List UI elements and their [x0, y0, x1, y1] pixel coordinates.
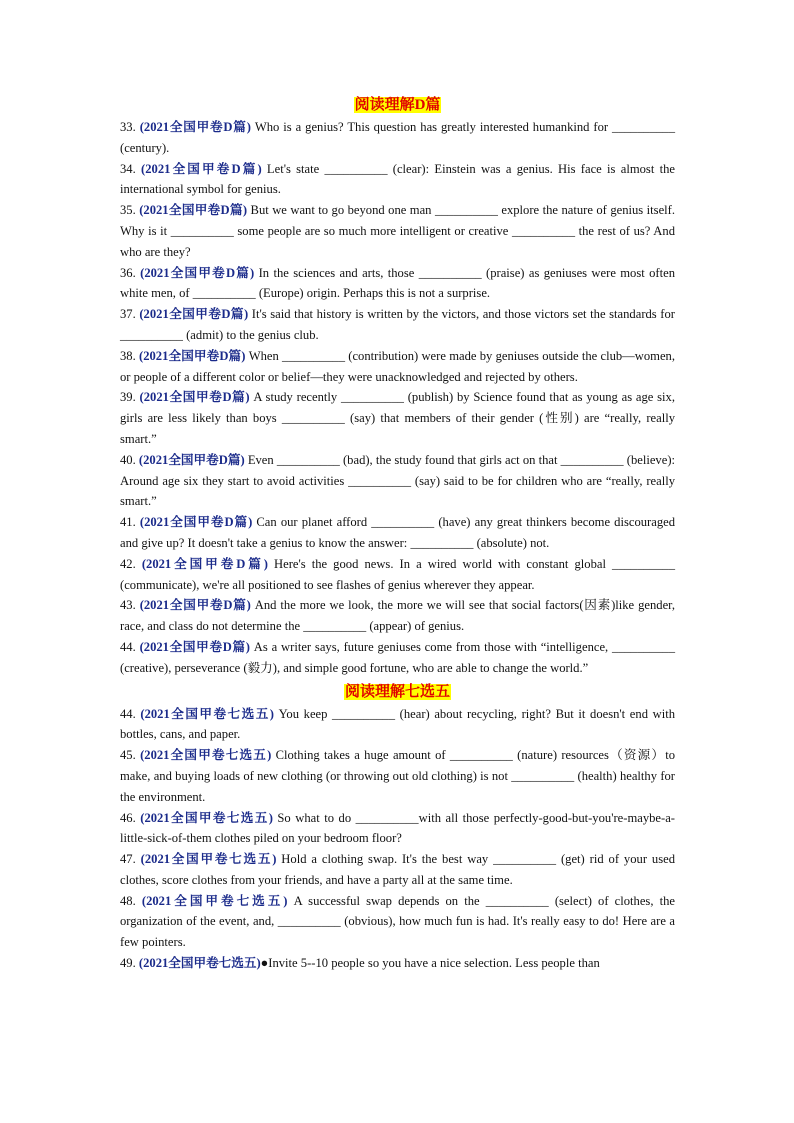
question-source: (2021全国甲卷D篇) [140, 265, 255, 280]
question-number: 44. [120, 706, 136, 721]
question-source: (2021全国甲卷D篇) [139, 639, 250, 654]
question-item [120, 595, 675, 637]
section-title-text: 阅读理解D篇 [354, 97, 441, 113]
question-text: Can our planet afford __________ (have) any great thinkers become discouraged and give up? It doesn't take a genius to know the answer: __________ (absolute) not. [120, 515, 676, 550]
question-text: So what to do __________with all those perfectly-good-but-you're-maybe-a-little-sick-of-them clothes piled on your bedroom floor? [120, 810, 675, 846]
question-item [120, 346, 675, 388]
question-item [120, 808, 675, 850]
question-number: 34. [120, 161, 136, 176]
question-item [120, 200, 675, 262]
question-item [120, 953, 675, 974]
question-number: 49. [120, 956, 136, 971]
question-source: (2021全国甲卷D篇) [139, 390, 250, 405]
question-source: (2021全国甲卷D篇) [141, 556, 268, 571]
question-source: (2021全国甲卷D篇) [138, 452, 245, 467]
question-number: 46. [120, 810, 136, 825]
question-number: 43. [120, 598, 136, 613]
question-number: 33. [120, 120, 136, 134]
question-item [120, 849, 675, 891]
question-text: And the more we look, the more we will see that social factors(因素)like gender, race, and class do not determine the __________ (appear) of genius. [120, 598, 675, 634]
question-source: (2021全国甲卷七选五) [140, 810, 273, 825]
question-source: (2021全国甲卷D篇) [139, 348, 246, 363]
question-text: You keep __________ (hear) about recycling, right? But it doesn't end with bottles, cans, and paper. [120, 706, 676, 742]
question-text: But we want to go beyond one man __________ explore the nature of genius itself. Why is it __________ some people are so much more intelligent or creative __________ the rest of us? And who are they? [120, 203, 676, 259]
question-text: In the sciences and arts, those __________ (praise) as geniuses were most often white men, of __________ (Europe) origin. Perhaps this is not a surprise. [120, 265, 675, 301]
question-text: A successful swap depends on the __________ (select) of clothes, the organization of the event, and, __________ (obvious), how much fun is had. It's really easy to do! Here are a few pointers. [120, 893, 675, 950]
question-source: (2021全国甲卷D篇) [139, 120, 251, 134]
question-number: 39. [120, 390, 136, 405]
question-item [120, 704, 675, 746]
question-number: 42. [120, 556, 136, 571]
question-item [120, 745, 675, 807]
question-number: 44. [120, 639, 136, 654]
question-item [120, 263, 675, 305]
question-number: 47. [120, 852, 136, 867]
question-number: 41. [120, 515, 136, 530]
question-item [120, 891, 675, 953]
question-item [120, 512, 675, 554]
question-item [120, 387, 675, 449]
question-source: (2021全国甲卷D篇) [139, 598, 251, 613]
question-text: Clothing takes a huge amount of __________ (nature) resources（资源）to make, and buying loads of new clothing (or throwing out old clothing) is not __________ (health) healthy for the environment. [120, 748, 675, 804]
question-number: 37. [120, 307, 136, 322]
question-source: (2021全国甲卷七选五) [140, 852, 277, 867]
question-source: (2021全国甲卷七选五) [140, 748, 272, 763]
question-item [120, 159, 675, 201]
question-item [120, 637, 675, 679]
question-item [120, 304, 675, 346]
question-text: Who is a genius? This question has greatly interested humankind for __________ (century). [120, 120, 676, 155]
question-item [120, 450, 675, 512]
question-text: Even __________ (bad), the study found that girls act on that __________ (believe): Around age six they start to avoid activities __________ (say) said to be for children who are “really, really smart.” [120, 452, 676, 509]
question-number: 35. [120, 203, 136, 218]
question-source: (2021全国甲卷七选五) [138, 956, 261, 971]
question-number: 38. [120, 348, 136, 363]
question-source: (2021全国甲卷七选五) [141, 893, 288, 908]
document-page [120, 94, 675, 974]
question-item [120, 117, 675, 159]
question-source: (2021全国甲卷D篇) [139, 515, 253, 530]
question-number: 40. [120, 452, 136, 467]
question-text: A study recently __________ (publish) by Science found that as young as age six, girls are less likely than boys __________ (say) that members of their gender (性别) are “really, really smart.” [120, 390, 675, 446]
question-text: Here's the good news. In a wired world with constant global __________ (communicate), we're all positioned to see flashes of genius wherever they appear. [120, 556, 675, 592]
section-title [120, 94, 675, 116]
question-number: 45. [120, 748, 136, 763]
question-source: (2021全国甲卷D篇) [141, 161, 262, 176]
question-text: ●Invite 5--10 people so you have a nice selection. Less people than [260, 956, 600, 971]
question-text: It's said that history is written by the victors, and those victors set the standards for __________ (admit) to the genius club. [120, 307, 675, 342]
question-number: 48. [120, 893, 136, 908]
question-source: (2021全国甲卷D篇) [139, 307, 249, 322]
question-source: (2021全国甲卷七选五) [140, 706, 274, 721]
question-number: 36. [120, 265, 136, 280]
question-source: (2021全国甲卷D篇) [139, 203, 248, 218]
section-title [120, 681, 675, 703]
question-text: When __________ (contribution) were made by geniuses outside the club—women, or people of a different color or belief—they were unacknowledged and rejected by others. [120, 348, 675, 384]
section-title-text: 阅读理解七选五 [344, 683, 450, 700]
question-text: As a writer says, future geniuses come from those with “intelligence, __________ (creative), perseverance (毅力), and simple good fortune, who are able to change the world.” [120, 639, 675, 675]
question-text: Let's state __________ (clear): Einstein was a genius. His face is almost the international symbol for genius. [120, 161, 675, 197]
question-text: Hold a clothing swap. It's the best way __________ (get) rid of your used clothes, score clothes from your friends, and have a party all at the same time. [120, 852, 675, 887]
question-item [120, 554, 675, 596]
